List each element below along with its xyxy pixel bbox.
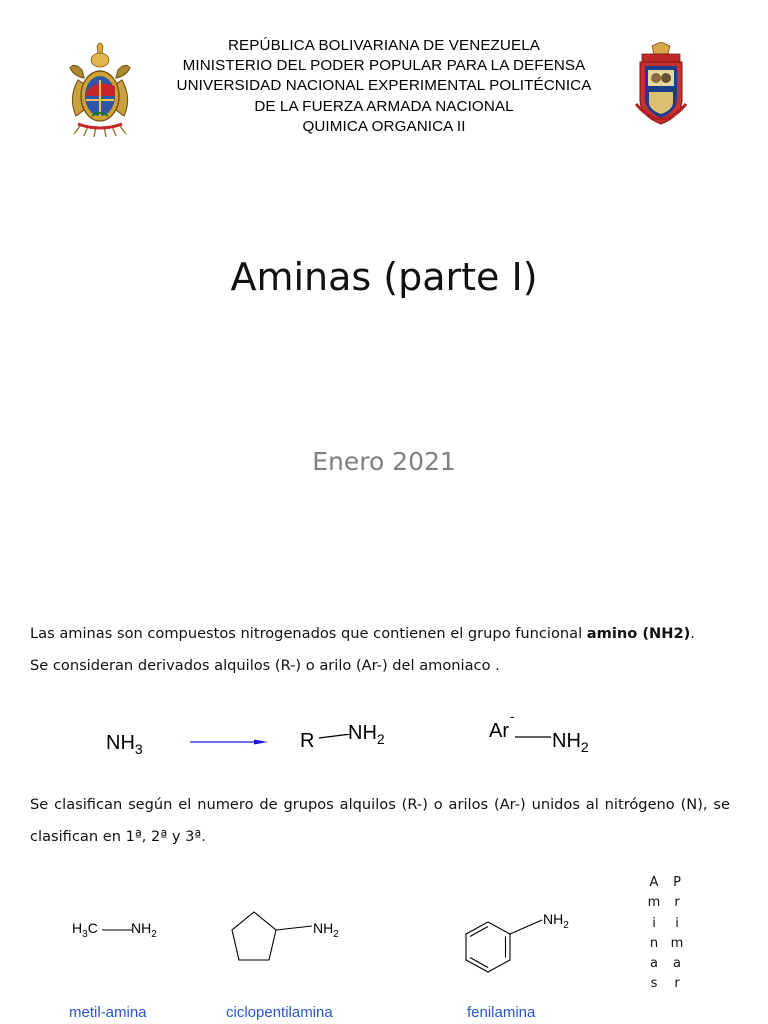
- header-line-armed-force: DE LA FUERZA ARMADA NACIONAL: [254, 97, 514, 115]
- university-shield-icon: [632, 42, 690, 130]
- caption-fenilamina: fenilamina: [467, 1004, 536, 1021]
- intro-line-1: Las aminas son compuestos nitrogenados que contienen el grupo funcional amino (NH2).: [30, 625, 695, 642]
- amino-group-term: amino (NH2): [586, 625, 691, 642]
- header-line-country: REPÚBLICA BOLIVARIANA DE VENEZUELA: [227, 37, 541, 54]
- aryl-charge-label: -: [510, 708, 515, 724]
- methyl-amine-bond: [102, 928, 134, 932]
- alkyl-amine-group: $NH_2$: [348, 722, 385, 747]
- reaction-arrow: [188, 734, 270, 750]
- classification-paragraph: Se clasifican según el numero de grupos alquilos (R-) o arilos (Ar-) unidos al nitrógeno (N), se clasifican en 1ª, 2ª y 3ª.: [30, 796, 730, 845]
- methyl-carbon-label: $H_3C$: [72, 920, 98, 940]
- header-line-course: QUIMICA ORGANICA II: [302, 117, 466, 135]
- caption-ciclopentilamina: ciclopentilamina: [226, 1004, 333, 1021]
- intro-line-2: Se consideran derivados alquilos (R-) o arilo (Ar-) del amoniaco .: [30, 657, 500, 674]
- page-title: Aminas (parte I): [230, 255, 538, 299]
- national-coat-of-arms-icon: [64, 40, 136, 140]
- aryl-group-label: Ar: [489, 720, 509, 742]
- header-line-university: UNIVERSIDAD NACIONAL EXPERIMENTAL POLITÉCNICA: [176, 77, 592, 95]
- ammonia-formula: $NH_3$: [106, 732, 143, 757]
- benzene-ring-structure: [458, 918, 548, 980]
- alkyl-group-label: R: [300, 730, 315, 752]
- aryl-amine-group: $NH_2$: [552, 730, 589, 755]
- cyclopentane-ring-structure: [220, 908, 320, 968]
- vertical-label-col-1: A m i n a s: [647, 875, 661, 992]
- intro-paragraph: [30, 618, 730, 682]
- cyclopentyl-amine-group: $NH_2$: [313, 920, 339, 940]
- vertical-label-col-2: P r i m a r: [670, 875, 684, 992]
- alkyl-amine-bond: [318, 734, 352, 742]
- institution-header: [140, 36, 628, 137]
- header-line-ministry: MINISTERIO DEL PODER POPULAR PARA LA DEFENSA: [182, 57, 586, 75]
- date-label: Enero 2021: [312, 447, 456, 476]
- methyl-amine-group: $NH_2$: [131, 920, 157, 940]
- aryl-amine-bond: [514, 734, 552, 740]
- caption-metil-amina: metil-amina: [69, 1004, 147, 1021]
- phenyl-amine-group: $NH_2$: [543, 911, 569, 931]
